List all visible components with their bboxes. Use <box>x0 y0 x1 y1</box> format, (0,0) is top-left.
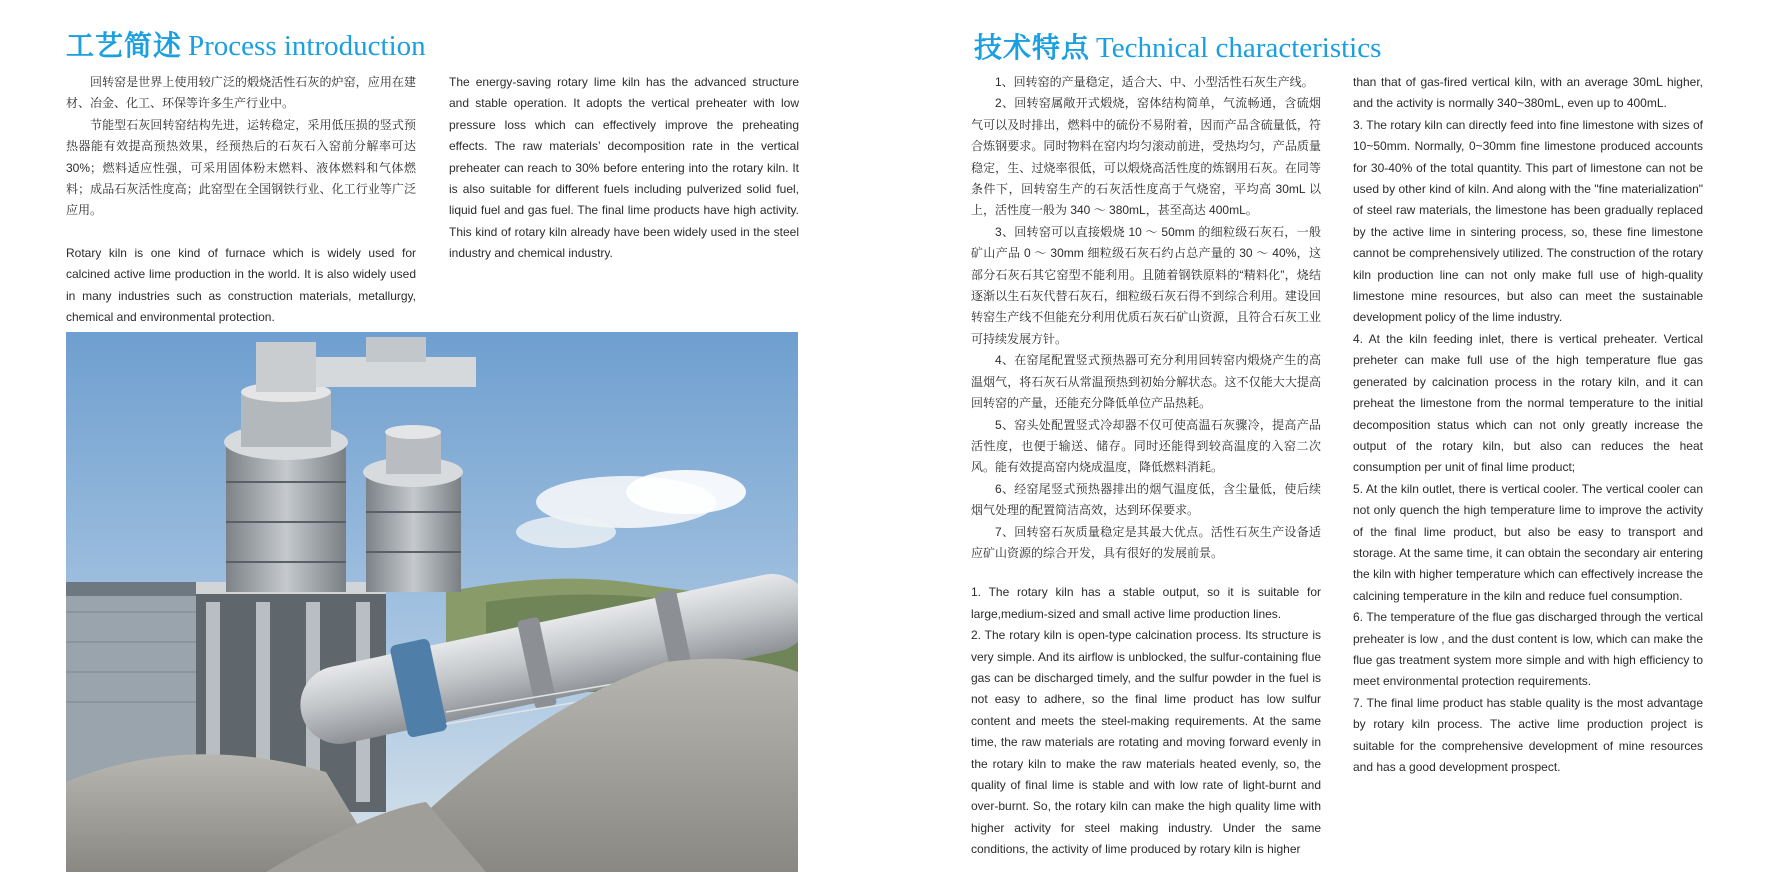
technical-characteristics-heading <box>974 26 1381 66</box>
list-item: 2、回转窑属敞开式煅烧，窑体结构简单，气流畅通，含硫烟气可以及时排出，燃料中的硫份不易附着，因而产品含硫量低，符合炼钢要求。同时物料在窑内均匀滚动前进，受热均匀，产品质量稳定，生、过烧率很低，可以煅烧高活性度的炼钢用石灰。在同等条件下，回转窑生产的石灰活性度高于气烧窑，平均高 30mL 以上，活性度一般为 340 ～ 380mL，甚至高达 400mL。 <box>971 96 1321 218</box>
technical-column-1 <box>971 72 1321 861</box>
heading-en: Process introduction <box>188 30 426 62</box>
paragraph: 节能型石灰回转窑结构先进，运转稳定，采用低压损的竖式预热器能有效提高预热效果，经预热后的石灰石入窑前分解率可达 30%；燃料适应性强，可采用固体粉末燃料、液体燃料和气体燃料；成品石灰活性度高；此窑型在全国钢铁行业、化工行业等广泛应用。 <box>66 117 416 218</box>
rotary-kiln-photo <box>66 332 798 872</box>
list-item: 1. The rotary kiln has a stable output, so it is suitable for large,medium-sized and small active lime production lines. <box>971 585 1321 621</box>
process-column-english <box>449 72 799 265</box>
list-item: 6、经窑尾竖式预热器排出的烟气温度低，含尘量低，使后续烟气处理的配置简洁高效，达到环保要求。 <box>971 481 1321 518</box>
list-item: than that of gas-fired vertical kiln, with an average 30mL higher, and the activity is normally 340~380mL, even up to 400mL. <box>1353 75 1703 111</box>
heading-zh: 工艺简述 <box>66 29 183 62</box>
list-item: 4、在窑尾配置竖式预热器可充分利用回转窑内煅烧产生的高温烟气，将石灰石从常温预热到初始分解状态。这不仅能大大提高回转窑的产量，还能充分降低单位产品热耗。 <box>971 353 1321 411</box>
list-item: 4. At the kiln feeding inlet, there is vertical preheater. Vertical preheter can make full use of the high temperature flue gas generated by calcination process in the rotary kiln, and it can preheat the limestone from the normal temperature to the initial decomposition status which can not only greatly increase the output of the rotary kiln, but also can reduces the heat consumption per unit of final lime product; <box>1353 331 1703 475</box>
list-item: 5、窑头处配置竖式冷却器不仅可使高温石灰骤冷，提高产品活性度，也便于输送、储存。同时还能得到较高温度的入窑二次风。能有效提高窑内烧成温度，降低燃料消耗。 <box>971 417 1321 475</box>
process-introduction-heading <box>66 24 426 64</box>
list-item: 3、回转窑可以直接煅烧 10 ～ 50mm 的细粒级石灰石，一般矿山产品 0 ～ 30mm 细粒级石灰石约占总产量的 30 ～ 40%，这部分石灰石其它窑型不能利用。且随着钢铁原料的“精料化”，烧结逐渐以生石灰代替石灰石，细粒级石灰石得不到综合利用。建设回转窑生产线不但能充分利用优质石灰石矿山资源，且符合石灰工业可持续发展方针。 <box>971 224 1321 346</box>
list-item: 7、回转窑石灰质量稳定是其最大优点。活性石灰生产设备适应矿山资源的综合开发，具有很好的发展前景。 <box>971 524 1321 560</box>
paragraph: The energy-saving rotary lime kiln has the advanced structure and stable operation. It adopts the vertical preheater with low pressure loss which can effectively improve the preheating effects. The raw materials’ decomposition rate in the vertical preheater can reach to 30% before entering into the rotary kiln. It is also suitable for different fuels including pulverized solid fuel, liquid fuel and gas fuel. The final lime products have high activity. This kind of rotary kiln already have been widely used in the steel industry and chemical industry. <box>449 75 799 261</box>
list-item: 7. The final lime product has stable quality is the most advantage by rotary kiln process. The active lime production project is suitable for the comprehensive development of mine resources and has a good development prospect. <box>1353 695 1703 774</box>
list-item: 5. At the kiln outlet, there is vertical cooler. The vertical cooler can not only quench the high temperature lime to improve the activity of the final lime product, but also be easy to transport and storage. At the same time, it can obtain the secondary air entering the kiln with higher temperature which can effectively increase the calcining temperature in the kiln and reduce fuel consumption. <box>1353 481 1703 603</box>
list-item: 6. The temperature of the flue gas discharged through the vertical preheater is low , and the dust content is low, which can make the flue gas treatment system more simple and with high efficiency to meet environmental protection requirements. <box>1353 610 1703 689</box>
paragraph: Rotary kiln is one kind of furnace which is widely used for calcined active lime production in the world. It is also widely used in many industries such as construction materials, metallurgy, chemical and environmental protection. <box>66 245 416 325</box>
list-item: 3. The rotary kiln can directly feed into fine limestone with sizes of 10~50mm. Normally, 0~30mm fine limestone produced accounts for 30-40% of the total quantity. This part of limestone can not be used by other kind of kiln. And along with the "fine materialization" of steel raw materials, the limestone has been gradually replaced by the active lime in sintering process, so, these fine limestone cannot be comprehensively utilized. The construction of the rotary kiln production line can not only make full use of high-quality limestone mine resources, but also can meet the sustainable development policy of the lime industry. <box>1353 117 1703 325</box>
process-column-chinese <box>66 72 416 328</box>
paragraph: 回转窑是世界上使用较广泛的煅烧活性石灰的炉窑，应用在建材、冶金、化工、环保等许多生产行业中。 <box>66 75 416 111</box>
heading-zh: 技术特点 <box>974 31 1091 64</box>
heading-en: Technical characteristics <box>1096 32 1382 64</box>
list-item: 2. The rotary kiln is open-type calcination process. Its structure is very simple. And its airflow is unblocked, the sulfur-containing flue gas can be discharged timely, and the sulfur powder in the fuel is not easy to adhere, so the final lime product has low sulfur content and meets the steel-making requirements. At the same time, the raw materials are rotating and moving forward evenly in the rotary kiln to make the raw materials heated evenly, so, the quality of final lime is stable and with low rate of light-burnt and over-burnt. So, the rotary kiln can make the high quality lime with higher activity for steel making industry. Under the same conditions, the activity of lime produced by rotary kiln is higher <box>971 628 1321 857</box>
technical-column-2 <box>1353 72 1703 778</box>
list-item: 1、回转窑的产量稳定，适合大、中、小型活性石灰生产线。 <box>995 75 1314 89</box>
